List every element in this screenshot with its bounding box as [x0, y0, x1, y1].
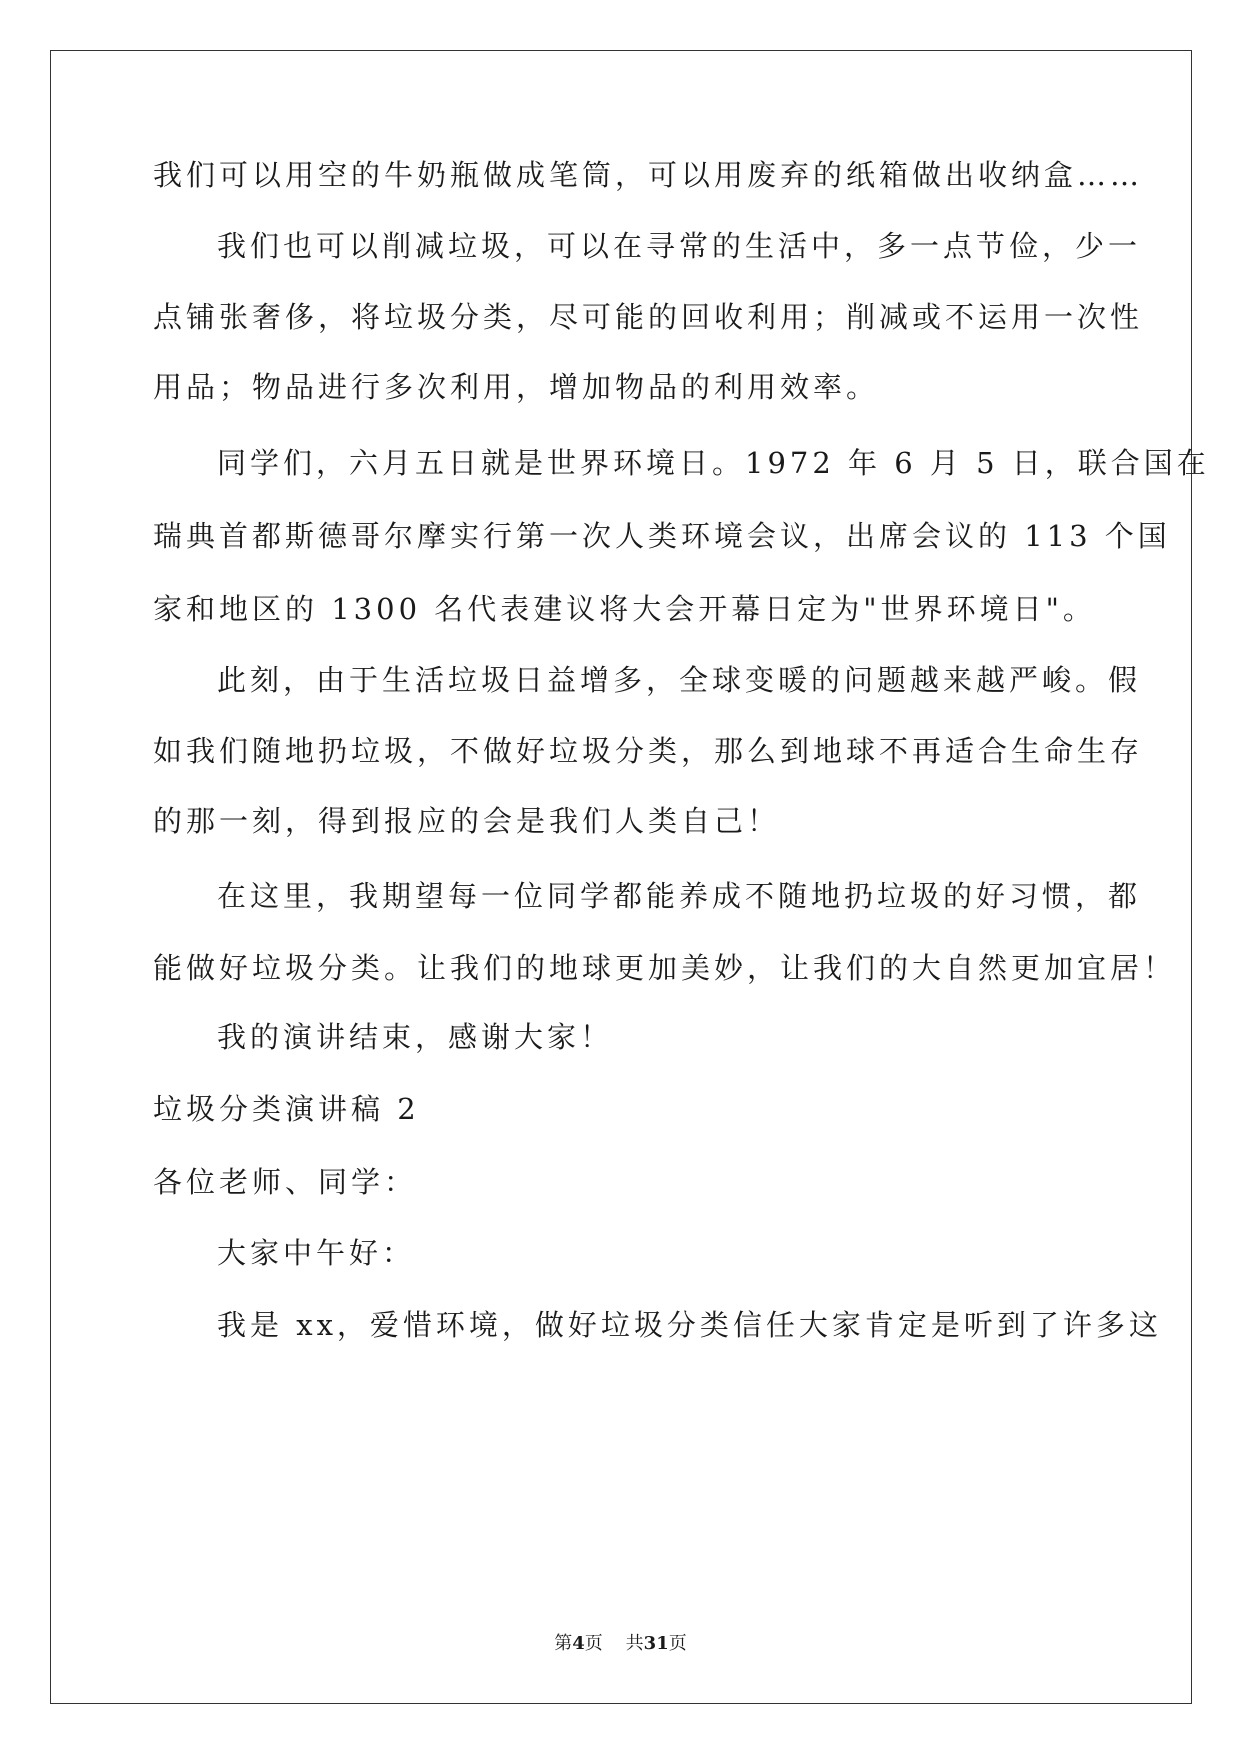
text-line: 用品；物品进行多次利用，增加物品的利用效率。	[153, 370, 880, 404]
page-prefix: 第	[554, 1633, 573, 1654]
paragraph-start: 同学们，六月五日就是世界环境日。1972 年 6 月 5 日，联合国在	[217, 446, 1210, 480]
text-line: 点铺张奢侈，将垃圾分类，尽可能的回收利用；削减或不运用一次性	[153, 300, 1144, 334]
text-line: 家和地区的 1300 名代表建议将大会开幕日定为"世界环境日"。	[153, 592, 1096, 626]
paragraph-start: 我们也可以削减垃圾，可以在寻常的生活中，多一点节俭，少一	[217, 229, 1142, 263]
total-pages: 31	[643, 1633, 669, 1654]
paragraph-start: 我是 xx，爱惜环境，做好垃圾分类信任大家肯定是听到了许多这	[217, 1308, 1162, 1342]
text-line: 的那一刻，得到报应的会是我们人类自己！	[153, 804, 781, 838]
salutation: 各位老师、同学：	[153, 1165, 418, 1199]
closing-line: 我的演讲结束，感谢大家！	[217, 1020, 614, 1054]
section-title: 垃圾分类演讲稿 2	[153, 1092, 420, 1126]
text-line: 瑞典首都斯德哥尔摩实行第一次人类环境会议，出席会议的 113 个国	[153, 519, 1171, 553]
text-line: 能做好垃圾分类。让我们的地球更加美妙，让我们的大自然更加宜居！	[153, 951, 1177, 985]
total-suffix: 页	[668, 1633, 687, 1654]
page-footer	[0, 1632, 1241, 1656]
paragraph-start: 此刻，由于生活垃圾日益增多，全球变暖的问题越来越严峻。假	[217, 663, 1142, 697]
total-prefix: 共	[625, 1633, 644, 1654]
page-number: 4	[572, 1633, 585, 1654]
greeting: 大家中午好：	[217, 1236, 416, 1270]
text-line: 我们可以用空的牛奶瓶做成笔筒，可以用废弃的纸箱做出收纳盒……	[153, 158, 1144, 192]
paragraph-start: 在这里，我期望每一位同学都能养成不随地扔垃圾的好习惯，都	[217, 879, 1142, 913]
page-suffix: 页	[584, 1633, 603, 1654]
text-line: 如我们随地扔垃圾，不做好垃圾分类，那么到地球不再适合生命生存	[153, 734, 1144, 768]
